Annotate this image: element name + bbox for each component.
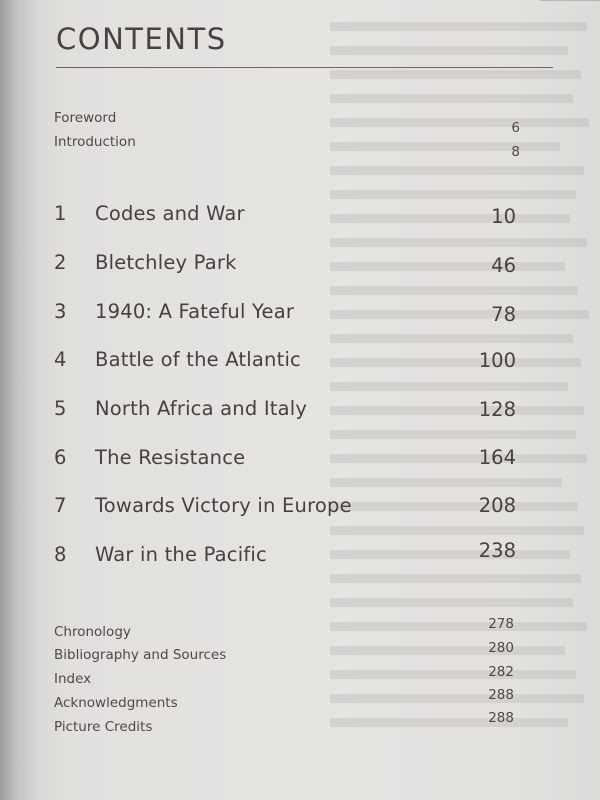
chapter-title: North Africa and Italy: [95, 397, 308, 420]
chapter-title: The Resistance: [95, 446, 246, 469]
chapter-page: 238: [478, 539, 516, 562]
page-title: CONTENTS: [56, 22, 227, 56]
chapter-number: 5: [54, 397, 67, 420]
toc-chapter-4[interactable]: [54, 348, 516, 378]
chapter-title: Bletchley Park: [95, 251, 237, 274]
toc-item-page: 8: [511, 144, 520, 160]
chapter-title: 1940: A Fateful Year: [95, 300, 295, 323]
chapter-number: 2: [54, 251, 67, 274]
chapter-page: 100: [478, 349, 516, 372]
chapter-page: 208: [478, 494, 516, 517]
toc-item-page: 280: [488, 640, 514, 656]
chapter-title: Codes and War: [95, 202, 245, 225]
chapter-number: 7: [54, 494, 67, 517]
toc-item-page: 282: [488, 664, 514, 680]
toc-chapter-1[interactable]: [54, 202, 516, 232]
toc-item-label: Index: [54, 671, 92, 687]
toc-chapter-3[interactable]: [54, 300, 516, 330]
chapter-number: 4: [54, 348, 67, 371]
chapter-title: War in the Pacific: [95, 543, 267, 566]
top-edge-line: [540, 0, 600, 1]
toc-item-page: 288: [488, 710, 514, 726]
toc-item-page: 278: [488, 616, 514, 632]
chapter-page: 10: [491, 205, 516, 228]
chapter-page: 164: [478, 446, 516, 469]
toc-item-label: Foreword: [54, 110, 117, 126]
chapter-page: 128: [478, 398, 516, 421]
toc-item-label: Introduction: [54, 134, 136, 150]
toc-item-label: Chronology: [54, 624, 131, 640]
toc-item-page: 6: [511, 120, 520, 136]
toc-item-label: Bibliography and Sources: [54, 647, 227, 663]
toc-chapter-7[interactable]: [54, 494, 516, 524]
toc-chapter-8[interactable]: [54, 539, 516, 573]
chapter-page: 46: [491, 254, 516, 277]
toc-item-label: Acknowledgments: [54, 695, 178, 711]
chapter-title: Battle of the Atlantic: [95, 348, 301, 371]
chapter-number: 3: [54, 300, 67, 323]
chapter-title: Towards Victory in Europe: [95, 494, 352, 517]
toc-chapter-5[interactable]: [54, 397, 516, 427]
chapter-number: 1: [54, 202, 67, 225]
chapter-page: 78: [491, 303, 516, 326]
toc-chapter-2[interactable]: [54, 251, 516, 281]
toc-chapter-6[interactable]: [54, 446, 516, 476]
chapter-number: 6: [54, 446, 67, 469]
title-rule: [56, 67, 553, 68]
toc-item-page: 288: [488, 687, 514, 703]
toc-item-label: Picture Credits: [54, 719, 153, 735]
chapter-number: 8: [54, 543, 67, 566]
